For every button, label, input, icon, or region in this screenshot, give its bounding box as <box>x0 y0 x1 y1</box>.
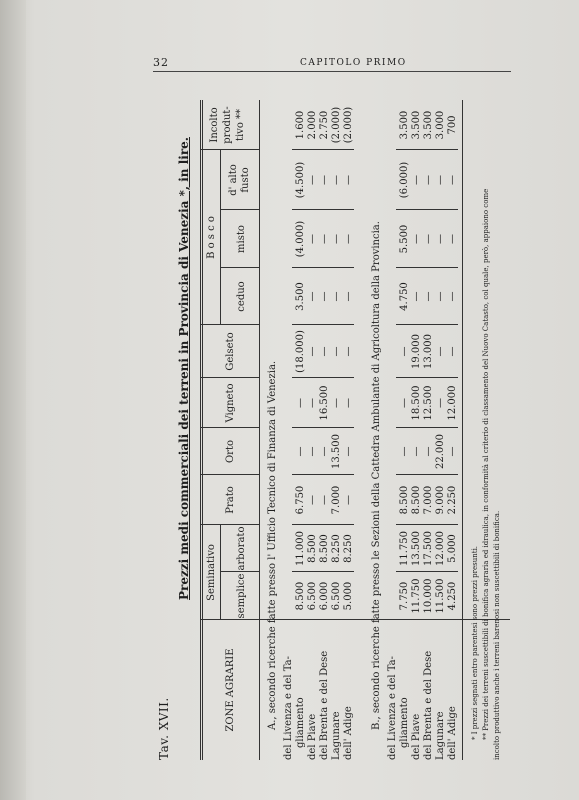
header-incolto-line-3: tivo ** <box>235 108 246 142</box>
section-a-caption: A., secondo ricerche fatte presso l' Ufficio Tecnico di Finanza di Venezia. <box>267 360 278 730</box>
value-cell: — <box>295 446 306 457</box>
value-cell: 6.750 <box>295 485 306 515</box>
value-cell: 2.750 <box>319 110 330 140</box>
value-cell: — <box>343 398 354 408</box>
header-semplice: semplice <box>236 573 247 619</box>
column-rule <box>396 571 458 572</box>
column-rule <box>396 524 458 525</box>
value-cell: 3.500 <box>411 110 422 140</box>
header-vigneto: Vigneto <box>225 383 236 423</box>
value-cell: — <box>399 398 410 408</box>
table-number: Tav. XVII. <box>157 697 171 760</box>
value-cell: (2.000) <box>343 106 354 144</box>
value-cell: 11.500 <box>435 578 446 614</box>
section-b-zone-line-1: del Livenza e del Ta- <box>387 656 398 760</box>
table-title: Prezzi medi commerciali dei terreni in Provincia di Venezia *, in lire. <box>177 137 191 600</box>
value-cell: 22.000 <box>435 434 446 469</box>
page-gutter-shadow <box>0 0 26 800</box>
value-cell: 11.750 <box>399 531 410 566</box>
value-cell: 16.500 <box>319 385 330 421</box>
value-cell: — <box>423 234 434 244</box>
section-b-zone-line-2: gliamento <box>399 697 410 748</box>
value-cell: 1.600 <box>295 110 306 140</box>
header-incolto-line-2: produt- <box>222 106 233 144</box>
section-a-zone-line-1: del Livenza e del Ta- <box>283 656 294 760</box>
value-cell: 3.500 <box>423 110 434 140</box>
value-cell: — <box>307 446 318 457</box>
value-cell: — <box>343 234 354 244</box>
value-cell: (18.000) <box>295 330 306 373</box>
column-rule <box>396 427 458 428</box>
value-cell: 5.500 <box>399 224 410 254</box>
value-cell: 6.500 <box>331 581 342 611</box>
value-cell: 13.000 <box>423 334 434 369</box>
value-cell: 11.750 <box>411 578 422 614</box>
value-cell: — <box>331 398 342 408</box>
value-cell: 8.500 <box>399 485 410 515</box>
value-cell: 8.500 <box>411 485 422 515</box>
value-cell: — <box>343 291 354 302</box>
value-cell: 700 <box>447 115 458 135</box>
value-cell: 8.250 <box>331 534 342 563</box>
value-cell: — <box>295 398 306 408</box>
value-cell: — <box>435 346 446 357</box>
value-cell: — <box>331 291 342 302</box>
header-rule <box>153 71 511 72</box>
value-cell: 17.500 <box>423 531 434 566</box>
value-cell: — <box>423 175 434 185</box>
page-number: 32 <box>153 56 169 69</box>
value-cell: — <box>319 346 330 357</box>
value-cell: 2.000 <box>307 110 318 140</box>
value-cell: — <box>319 234 330 244</box>
header-incolto-line-1: Incolto <box>209 107 220 143</box>
column-rule <box>396 377 458 378</box>
value-cell: 13.500 <box>411 531 422 566</box>
value-cell: 2.250 <box>447 485 458 515</box>
column-rule <box>396 149 458 150</box>
value-cell: 7.750 <box>399 581 410 611</box>
header-arborato: arborato <box>236 526 247 571</box>
section-b-zone: Lagunare <box>435 711 446 760</box>
header-bosco: B o s c o <box>206 216 217 259</box>
bosco-group-rule <box>220 150 221 325</box>
value-cell: — <box>447 291 458 302</box>
column-rule <box>292 571 354 572</box>
column-rule <box>292 427 354 428</box>
section-a-zone-line-2: gliamento <box>295 697 306 748</box>
value-cell: — <box>307 346 318 357</box>
value-cell: (4.500) <box>295 161 306 199</box>
value-cell: — <box>331 175 342 185</box>
column-rule <box>292 474 354 475</box>
value-cell: 6.000 <box>319 581 330 611</box>
column-rule <box>396 209 458 210</box>
value-cell: 3.500 <box>295 282 306 311</box>
section-b-caption: B., secondo ricerche fatte presso le Sezioni della Cattedra Ambulante di Agricoltura della Provincia. <box>371 221 382 730</box>
value-cell: — <box>331 346 342 357</box>
value-cell: — <box>435 175 446 185</box>
value-cell: — <box>319 291 330 302</box>
value-cell: 8.250 <box>343 534 354 563</box>
value-cell: — <box>447 234 458 244</box>
value-cell: — <box>331 234 342 244</box>
value-cell: — <box>343 346 354 357</box>
value-cell: 5.000 <box>343 581 354 611</box>
value-cell: — <box>447 175 458 185</box>
footnote-3: incolto produttivo anche i terreni barenosi non suscettibili di bonifica. <box>493 510 501 760</box>
column-rule <box>292 209 354 210</box>
section-b-zone: del Brenta e del Dese <box>423 650 434 760</box>
column-rule <box>292 524 354 525</box>
value-cell: — <box>435 234 446 244</box>
header-bottom-rule <box>259 100 260 760</box>
rotated-table-block <box>140 100 510 760</box>
value-cell: — <box>343 446 354 457</box>
value-cell: — <box>447 346 458 357</box>
column-rule <box>396 474 458 475</box>
value-cell: 8.500 <box>295 581 306 611</box>
value-cell: 5.000 <box>447 534 458 563</box>
value-cell: 10.000 <box>423 578 434 614</box>
value-cell: — <box>435 398 446 408</box>
value-cell: 8.500 <box>307 534 318 563</box>
section-a-zone: del Brenta e del Dese <box>319 650 330 760</box>
footnote-2: ** Prezzi dei terreni suscettibili di bonifica agraria ed idraulica, in conformità al criterio di classamento del Nuovo Catasto, col quale, però, appaiono come <box>482 188 490 740</box>
header-alto-fusto-line-1: d' alto <box>228 164 239 196</box>
value-cell: — <box>399 346 410 357</box>
footnote-1: * I prezzi segnati entro parentesi sono prezzi presunti. <box>471 545 479 740</box>
section-a-zone: Lagunare <box>331 711 342 760</box>
value-cell: — <box>319 446 330 457</box>
value-cell: — <box>411 175 422 185</box>
value-cell: (2.000) <box>331 106 342 144</box>
value-cell: 9.000 <box>435 485 446 515</box>
header-seminativo: Seminativo <box>206 544 217 601</box>
value-cell: — <box>423 291 434 302</box>
value-cell: 3.500 <box>399 110 410 140</box>
section-a-zone: dell' Adige <box>343 706 354 760</box>
header-gelseto: Gelseto <box>225 332 236 371</box>
value-cell: — <box>307 234 318 244</box>
value-cell: 18.500 <box>411 385 422 421</box>
value-cell: — <box>307 495 318 505</box>
column-rule <box>396 324 458 325</box>
value-cell: — <box>307 175 318 185</box>
table-bottom-rule <box>462 100 463 760</box>
column-rule <box>292 149 354 150</box>
header-misto: misto <box>236 225 247 253</box>
value-cell: — <box>319 175 330 185</box>
value-cell: — <box>447 446 458 457</box>
header-alto-fusto-line-2: fusto <box>240 167 251 193</box>
section-b-zone: dell' Adige <box>447 706 458 760</box>
column-rule <box>396 267 458 268</box>
value-cell: (4.000) <box>295 220 306 258</box>
value-cell: 3.000 <box>435 110 446 140</box>
value-cell: — <box>343 495 354 505</box>
value-cell: — <box>411 234 422 244</box>
section-b-zone: del Piave <box>411 713 422 760</box>
value-cell: — <box>411 291 422 302</box>
value-cell: — <box>307 291 318 302</box>
header-zone: ZONE AGRARIE <box>225 648 236 732</box>
value-cell: 12.500 <box>423 385 434 421</box>
running-head: CAPITOLO PRIMO <box>300 58 407 68</box>
section-a-zone: del Piave <box>307 713 318 760</box>
value-cell: 12.000 <box>435 531 446 566</box>
value-cell: — <box>307 398 318 408</box>
header-orto: Orto <box>225 439 236 464</box>
value-cell: 19.000 <box>411 334 422 369</box>
table-top-rule <box>200 100 201 760</box>
value-cell: — <box>423 446 434 457</box>
value-cell: 12.000 <box>447 385 458 421</box>
value-cell: 11.000 <box>295 531 306 566</box>
column-rule <box>292 324 354 325</box>
value-cell: 13.500 <box>331 434 342 469</box>
value-cell: 7.000 <box>331 485 342 515</box>
column-rule <box>292 377 354 378</box>
value-cell: 7.000 <box>423 485 434 515</box>
value-cell: — <box>399 446 410 457</box>
value-cell: — <box>435 291 446 302</box>
value-cell: — <box>411 446 422 457</box>
seminativo-group-rule <box>220 525 221 620</box>
column-rule <box>292 267 354 268</box>
header-ceduo: ceduo <box>236 281 247 312</box>
value-cell: 4.250 <box>447 581 458 611</box>
value-cell: 8.500 <box>319 534 330 563</box>
table-top-rule-double <box>202 100 203 760</box>
value-cell: 6.500 <box>307 581 318 611</box>
header-prato: Prato <box>225 486 236 514</box>
value-cell: — <box>319 495 330 505</box>
value-cell: (6.000) <box>399 161 410 199</box>
value-cell: — <box>343 175 354 185</box>
value-cell: 4.750 <box>399 282 410 311</box>
